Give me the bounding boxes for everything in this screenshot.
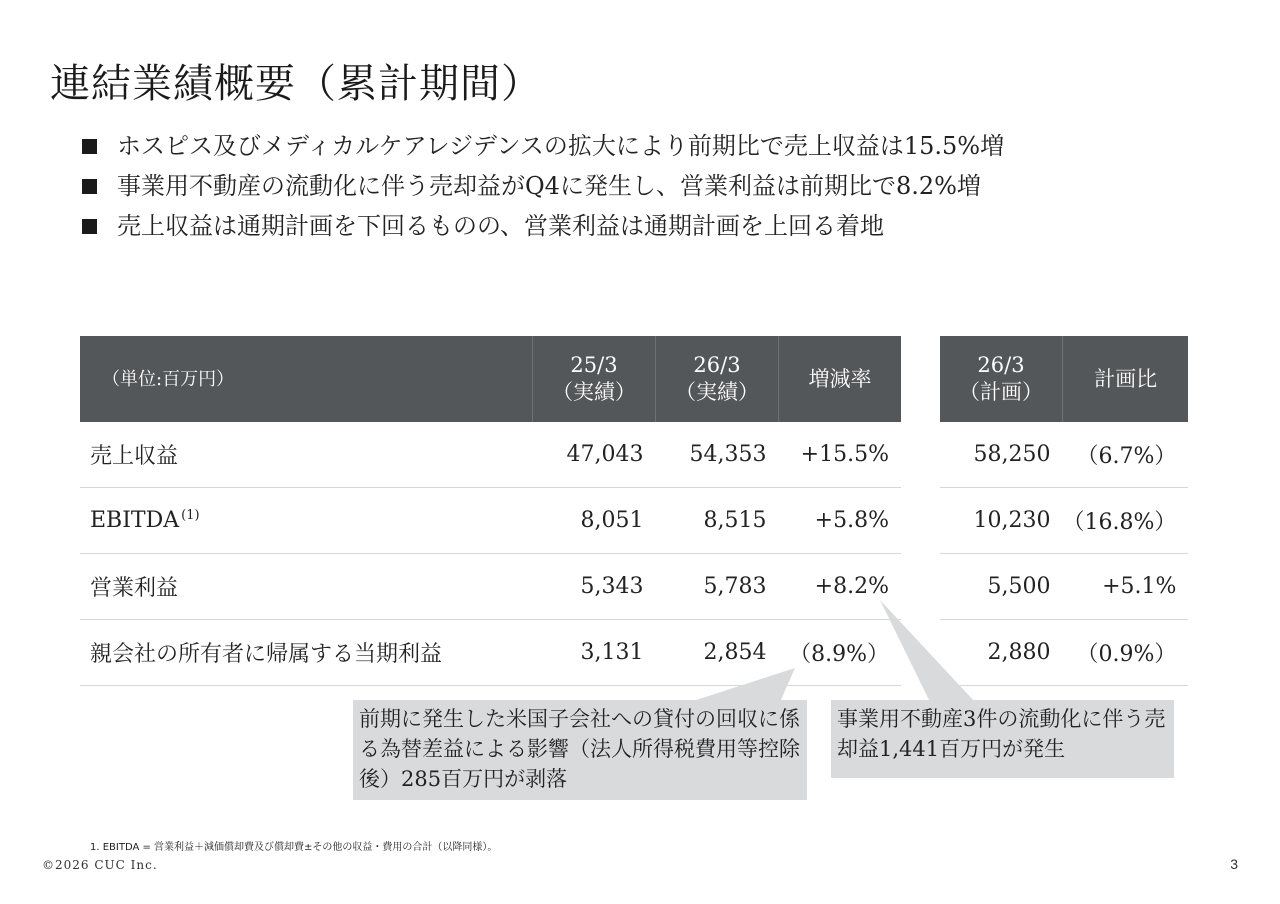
row-label: 営業利益 [80, 554, 533, 620]
cell-prev: 8,051 [533, 488, 656, 554]
cell-change: +8.2% [779, 554, 902, 620]
header-change: 増減率 [779, 336, 902, 422]
footnote: 1. EBITDA = 営業利益＋減価償却費及び償却費±その他の収益・費用の合計（以降同様）。 [90, 842, 498, 853]
copyright: ©2026 CUC Inc. [42, 858, 158, 872]
cell-curr: 54,353 [656, 422, 779, 488]
header-curr-period: 26/3 [693, 353, 741, 377]
cell-prev: 5,343 [533, 554, 656, 620]
bullet-text: ホスピス及びメディカルケアレジデンスの拡大により前期比で売上収益は15.5%増 [117, 132, 1005, 160]
cell-prev: 47,043 [533, 422, 656, 488]
header-vs-plan: 計画比 [1063, 336, 1189, 422]
cell-curr: 5,783 [656, 554, 779, 620]
cell-change: +15.5% [779, 422, 902, 488]
bullet-text: 事業用不動産の流動化に伴う売却益がQ4に発生し、営業利益は前期比で8.2%増 [117, 172, 981, 200]
row-label: EBITDA $^{(1)}$ [80, 488, 533, 554]
cell-vs-plan: （16.8%） [1063, 488, 1189, 554]
cell-plan: 10,230 [940, 488, 1063, 554]
footnote-marker: (1) [181, 508, 200, 523]
callout-fx-gain-note: 前期に発生した米国子会社への貸付の回収に係る為替差益による影響（法人所得税費用等控除後）285百万円が剥落 [353, 700, 807, 800]
unit-label: （単位:百万円） [80, 336, 533, 422]
page-number: 3 [1230, 856, 1238, 872]
row-label: 親会社の所有者に帰属する当期利益 [80, 620, 533, 686]
row-label: 売上収益 [80, 422, 533, 488]
header-prev-type: （実績） [552, 380, 636, 404]
header-curr-type: （実績） [675, 380, 759, 404]
callout-left-pointer [690, 668, 795, 702]
header-plan-type: （計画） [959, 380, 1043, 404]
header-plan-period: 26/3 [977, 353, 1025, 377]
page-title: 連結業績概要（累計期間） [50, 61, 542, 107]
callout-right-pointer [880, 600, 975, 702]
cell-change: +5.8% [779, 488, 902, 554]
cell-plan: 58,250 [940, 422, 1063, 488]
cell-curr: 8,515 [656, 488, 779, 554]
cell-vs-plan: +5.1% [1063, 554, 1189, 620]
cell-vs-plan: （6.7%） [1063, 422, 1189, 488]
header-prev-period: 25/3 [570, 353, 618, 377]
bullet-text: 売上収益は通期計画を下回るものの、営業利益は通期計画を上回る着地 [117, 212, 885, 240]
cell-plan: 5,500 [940, 554, 1063, 620]
cell-prev: 3,131 [533, 620, 656, 686]
cell-change: （8.9%） [779, 620, 902, 686]
cell-plan: 2,880 [940, 620, 1063, 686]
cell-vs-plan: （0.9%） [1063, 620, 1189, 686]
cell-curr: 2,854 [656, 620, 779, 686]
callout-real-estate-note: 事業用不動産3件の流動化に伴う売却益1,441百万円が発生 [831, 700, 1174, 778]
